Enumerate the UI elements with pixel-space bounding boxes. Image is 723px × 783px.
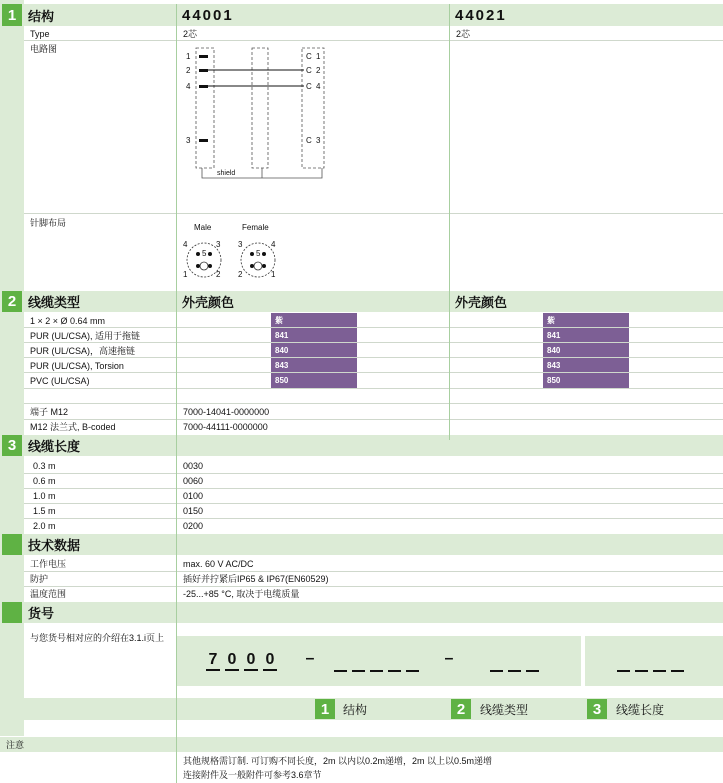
left-strip — [0, 0, 24, 736]
left-pin-1: 1 — [186, 52, 191, 61]
length-code: 0200 — [183, 520, 204, 531]
c-mark-3: C — [306, 136, 312, 145]
product-code-b: 44021 — [455, 7, 507, 24]
shell-color-a: 外壳颜色 — [182, 295, 235, 310]
length-label: 0.6 m — [33, 475, 56, 486]
row-divider — [24, 571, 723, 572]
row-divider — [24, 40, 723, 41]
color-cell-b: 843 — [543, 358, 629, 372]
color-cell-a: 843 — [271, 358, 357, 372]
male-pin-2: 2 — [216, 270, 221, 279]
order-slot — [617, 670, 630, 672]
section-3-title: 线缆长度 — [28, 439, 81, 454]
legend-number: 3 — [587, 699, 607, 719]
tech-value: -25...+85 °C, 取决于电缆质量 — [183, 589, 300, 599]
order-slot — [334, 670, 347, 672]
order-title: 货号 — [28, 606, 55, 621]
male-pin-4: 4 — [183, 240, 188, 249]
right-pin-3: 3 — [316, 136, 321, 145]
row-divider — [24, 327, 723, 328]
terminal-label: M12 法兰式, B-coded — [30, 422, 116, 432]
shell-color-b: 外壳颜色 — [455, 295, 508, 310]
section-2-title: 线缆类型 — [28, 295, 81, 310]
color-cell-b: 841 — [543, 328, 629, 342]
cable-row-label: 1 × 2 × Ø 0.64 mm — [30, 315, 106, 326]
pinout-diagram — [182, 238, 282, 282]
legend-number: 2 — [451, 699, 471, 719]
row-divider — [24, 488, 723, 489]
section-1-title: 结构 — [28, 8, 55, 24]
order-digit: 7 — [206, 651, 220, 671]
order-slot — [370, 670, 383, 672]
row-divider — [24, 586, 723, 587]
left-pin-4: 4 — [186, 82, 191, 91]
row-divider — [24, 518, 723, 519]
section-3-header — [0, 435, 723, 456]
row-divider — [24, 372, 723, 373]
cable-row-label: PUR (UL/CSA), Torsion — [30, 360, 124, 371]
section-2-number: 2 — [2, 291, 22, 312]
female-pin-1: 1 — [271, 270, 276, 279]
section-1-number: 1 — [2, 4, 22, 26]
cable-row-label: PVC (UL/CSA) — [30, 375, 90, 386]
column-divider — [449, 4, 450, 440]
legend-number: 1 — [315, 699, 335, 719]
right-pin-2: 2 — [316, 66, 321, 75]
length-code: 0060 — [183, 475, 204, 486]
row-divider — [24, 357, 723, 358]
tech-label: 温度范围 — [30, 589, 67, 599]
length-code: 0150 — [183, 505, 204, 516]
color-cell-b: 840 — [543, 343, 629, 357]
length-label: 0.3 m — [33, 460, 56, 471]
c-mark-2: C — [306, 66, 312, 75]
note-title: 注意 — [6, 740, 25, 750]
order-slot — [352, 670, 365, 672]
female-label: Female — [242, 223, 269, 232]
terminal-value: 7000-14041-0000000 — [183, 406, 270, 417]
order-length-box — [585, 636, 723, 686]
color-cell-b: 850 — [543, 373, 629, 388]
order-intro: 与您货号相对应的介绍在3.1.i页上 — [30, 633, 165, 643]
order-slot — [388, 670, 401, 672]
row-divider — [24, 403, 723, 404]
cable-row-label: PUR (UL/CSA)，高速拖链 — [30, 346, 136, 356]
column-divider — [176, 4, 177, 783]
left-pin-3: 3 — [186, 136, 191, 145]
order-dash: – — [305, 650, 315, 667]
terminal-value: 7000-44111-0000000 — [183, 421, 268, 432]
product-code-a: 44001 — [182, 7, 234, 24]
legend-label: 线缆长度 — [616, 702, 665, 717]
color-cell-a: 850 — [271, 373, 357, 388]
tech-marker — [2, 534, 22, 555]
row-divider — [24, 388, 723, 389]
tech-value: 插好并拧紧后IP65 & IP67(EN60529) — [183, 574, 329, 584]
section-3-number: 3 — [2, 435, 22, 456]
order-marker — [2, 602, 22, 623]
pin-layout-label: 针脚布局 — [30, 218, 67, 228]
row-divider — [24, 419, 723, 420]
note-line: 连接附件及一般附件可参考3.6章节 — [183, 769, 322, 780]
type-value-b: 2芯 — [456, 29, 471, 39]
color-cell-a: 841 — [271, 328, 357, 342]
cable-row-label: PUR (UL/CSA), 适用于拖链 — [30, 331, 141, 341]
female-pin-4: 4 — [271, 240, 276, 249]
shield-label: shield — [217, 170, 236, 177]
order-slot — [635, 670, 648, 672]
row-divider — [24, 503, 723, 504]
order-digit: 0 — [244, 651, 258, 671]
tech-label: 工作电压 — [30, 559, 67, 569]
female-pin-3: 3 — [238, 240, 243, 249]
section-2-header — [0, 291, 723, 312]
type-label: Type — [30, 28, 50, 39]
section-1-header — [0, 4, 723, 26]
length-label: 1.0 m — [33, 490, 56, 501]
legend-label: 线缆类型 — [480, 702, 529, 717]
color-cell-a: 840 — [271, 343, 357, 357]
male-pin-1: 1 — [183, 270, 188, 279]
order-slot — [406, 670, 419, 672]
length-label: 2.0 m — [33, 520, 56, 531]
row-divider — [24, 213, 723, 214]
order-slot — [526, 670, 539, 672]
right-pin-4: 4 — [316, 82, 321, 91]
right-pin-1: 1 — [316, 52, 321, 61]
length-code: 0100 — [183, 490, 204, 501]
color-cell-a: 紫 — [271, 313, 357, 327]
c-mark-4: C — [306, 82, 312, 91]
terminal-label: 端子 M12 — [30, 407, 69, 417]
tech-value: max. 60 V AC/DC — [183, 558, 254, 569]
tech-title: 技术数据 — [28, 538, 81, 553]
color-cell-b: 紫 — [543, 313, 629, 327]
female-pin-5: 5 — [256, 249, 261, 258]
male-pin-3: 3 — [216, 240, 221, 249]
order-slot — [490, 670, 503, 672]
order-digit: 0 — [263, 651, 277, 671]
order-dash: – — [444, 650, 454, 667]
legend-label: 结构 — [343, 702, 368, 717]
order-digit: 0 — [225, 651, 239, 671]
note-line: 其他规格需订制. 可订购不同长度，2m 以内以0.2m递增，2m 以上以0.5m递增 — [183, 755, 493, 766]
order-slot — [508, 670, 521, 672]
order-header — [0, 602, 723, 623]
order-slot — [653, 670, 666, 672]
order-slot — [671, 670, 684, 672]
length-code: 0030 — [183, 460, 204, 471]
male-label: Male — [194, 223, 212, 232]
left-pin-2: 2 — [186, 66, 191, 75]
row-divider — [24, 473, 723, 474]
length-label: 1.5 m — [33, 505, 56, 516]
male-pin-5: 5 — [202, 249, 207, 258]
row-divider — [24, 342, 723, 343]
type-value-a: 2芯 — [183, 29, 198, 39]
tech-header — [0, 534, 723, 555]
circuit-label: 电路图 — [30, 44, 58, 54]
c-mark-1: C — [306, 52, 312, 61]
note-header — [0, 737, 723, 752]
tech-label: 防护 — [30, 574, 49, 584]
female-pin-2: 2 — [238, 270, 243, 279]
